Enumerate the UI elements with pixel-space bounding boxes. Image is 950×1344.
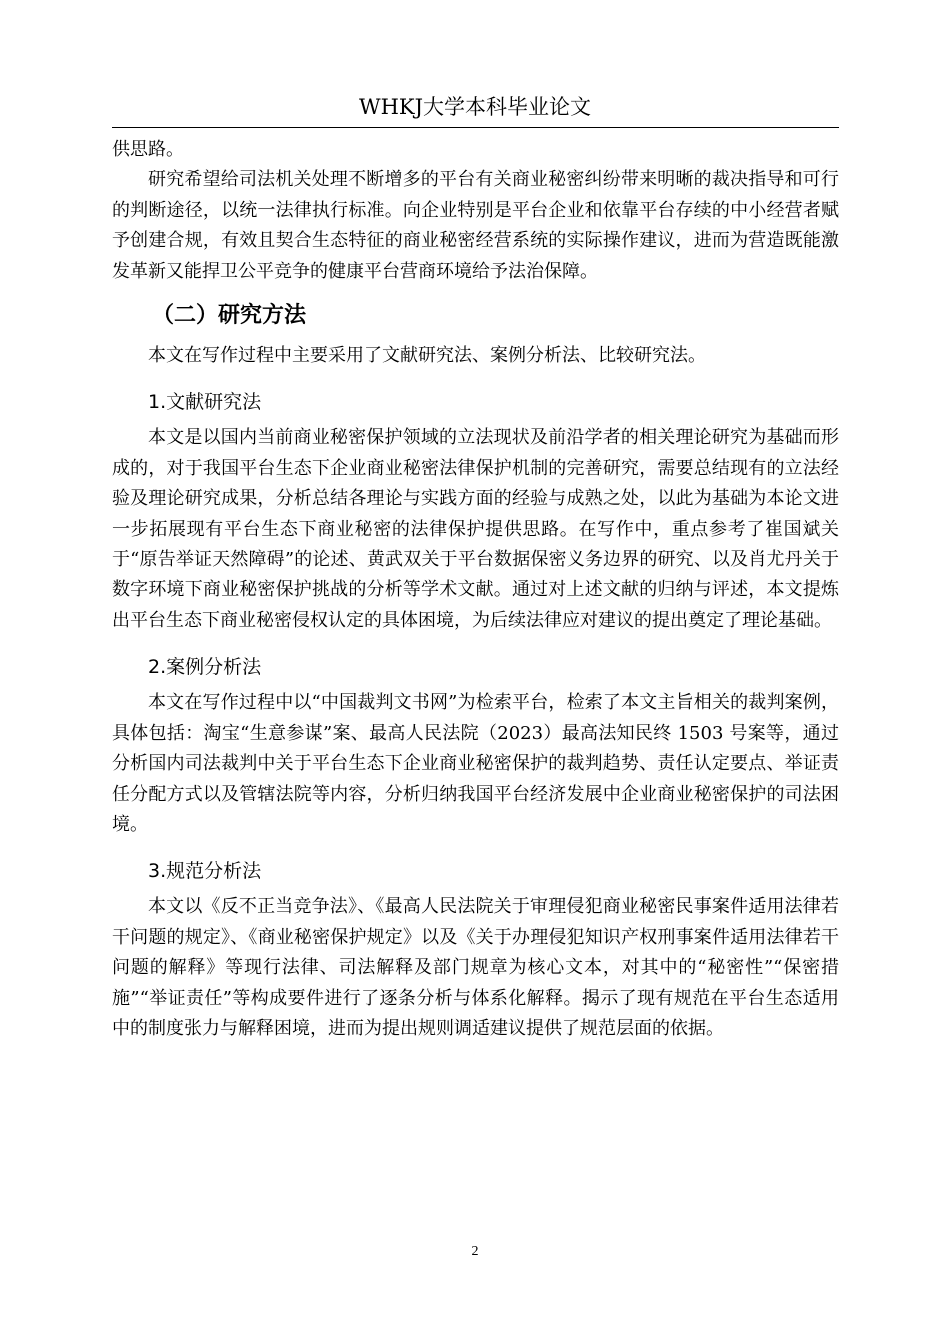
- document-body: [112, 135, 839, 1044]
- subsection-heading-normative-analysis: 3.规范分析法: [148, 860, 262, 883]
- paragraph-research-significance: 研究希望给司法机关处理不断增多的平台有关商业秘密纠纷带来明晰的裁决指导和可行的判断途径，以统一法律执行标准。向企业特别是平台企业和依靠平台存续的中小经营者赋予创建合规，有效且契合生态特征的商业秘密经营系统的实际操作建议，进而为营造既能激发革新又能捍卫公平竞争的健康平台营商环境给予法治保障。: [112, 169, 839, 282]
- section-heading-research-methods: （二）研究方法: [152, 303, 307, 329]
- paragraph-literature-research: 本文是以国内当前商业秘密保护领域的立法现状及前沿学者的相关理论研究为基础而形成的，对于我国平台生态下企业商业秘密法律保护机制的完善研究，需要总结现有的立法经验及理论研究成果，分析总结各理论与实践方面的经验与成熟之处，以此为基础为本论文进一步拓展现有平台生态下商业秘密的法律保护提供思路。在写作中，重点参考了崔国斌关于“原告举证天然障碍”的论述、黄武双关于平台数据保密义务边界的研究、以及肖尤丹关于数字环境下商业秘密保护挑战的分析等学术文献。通过对上述文献的归纳与评述，本文提炼出平台生态下商业秘密侵权认定的具体困境，为后续法律应对建议的提出奠定了理论基础。: [112, 427, 839, 631]
- page-number: 2: [471, 1244, 479, 1259]
- paragraph-continued: 供思路。: [112, 139, 184, 160]
- paragraph-normative-analysis: 本文以《反不正当竞争法》、《最高人民法院关于审理侵犯商业秘密民事案件适用法律若干问题的规定》、《商业秘密保护规定》以及《关于办理侵犯知识产权刑事案件适用法律若干问题的解释》等现行法律、司法解释及部门规章为核心文本，对其中的“秘密性”“保密措施”“举证责任”等构成要件进行了逐条分析与体系化解释。揭示了现有规范在平台生态适用中的制度张力与解释困境，进而为提出规则调适建议提供了规范层面的依据。: [112, 896, 839, 1039]
- page-header-title: WHKJ大学本科毕业论文: [358, 95, 591, 119]
- subsection-heading-case-analysis: 2.案例分析法: [148, 656, 262, 679]
- paragraph-methods-intro: 本文在写作过程中主要采用了文献研究法、案例分析法、比较研究法。: [148, 345, 706, 367]
- paragraph-case-analysis: 本文在写作过程中以“中国裁判文书网”为检索平台，检索了本文主旨相关的裁判案例，具体包括：淘宝“生意参谋”案、最高人民法院（2023）最高法知民终 1503 号案等，通过分析国内司法裁判中关于平台生态下企业商业秘密保护的裁判趋势、责任认定要点、举证责任分配方式以及管辖法院等内容，分析归纳我国平台经济发展中企业商业秘密保护的司法困境。: [112, 692, 839, 835]
- subsection-heading-literature-research: 1.文献研究法: [148, 391, 262, 414]
- header-divider: [112, 127, 839, 128]
